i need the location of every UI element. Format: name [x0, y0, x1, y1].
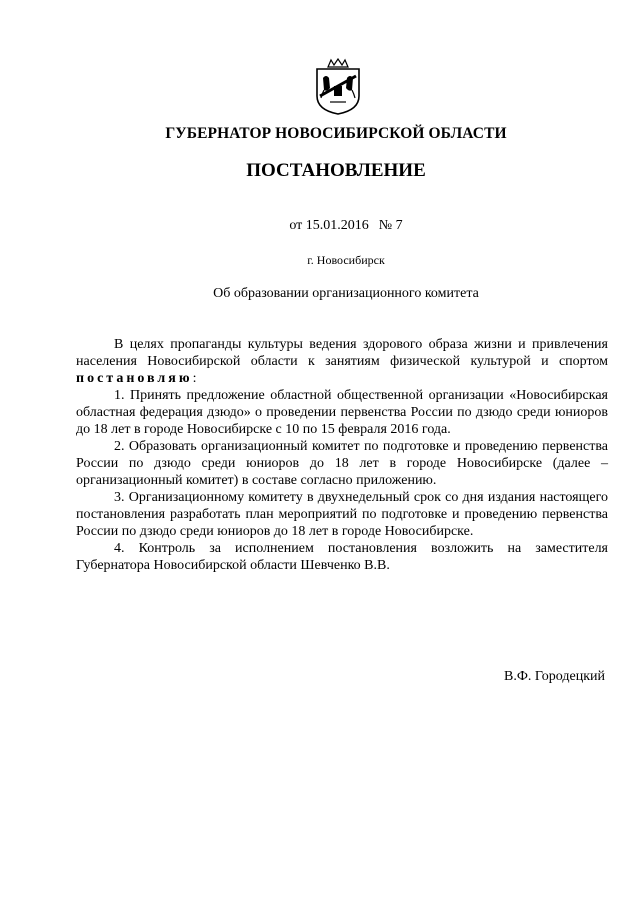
document-date-line — [26, 218, 640, 234]
document-type: ПОСТАНОВЛЕНИЕ — [246, 160, 426, 181]
decree-word: постановляю — [76, 371, 193, 386]
document-number: № 7 — [378, 218, 403, 233]
novosibirsk-coat-of-arms-icon — [314, 58, 362, 116]
signatory-name: В.Ф. Городецкий — [504, 669, 605, 684]
preamble-text: В целях пропаганды культуры ведения здорового образа жизни и привлечения населения Новосибирской области к занятиям физической культурой и спортом — [76, 337, 608, 369]
decree-punctuation: : — [192, 371, 197, 386]
decree-item: 2. Образовать организационный комитет по подготовке и проведению первенства России по дзюдо среди юниоров до 18 лет в городе Новосибирске (далее – организационный комитет) в составе согласно приложению. — [76, 439, 608, 488]
document-date: от 15.01.2016 — [289, 218, 369, 233]
document-city: г. Новосибирск — [307, 253, 385, 267]
decree-item: 1. Принять предложение областной общественной организации «Новосибирская областная федерация дзюдо» о проведении первенства России по дзюдо среди юниоров до 18 лет в городе Новосибирске с 10 по 15 февраля 2016 года. — [76, 388, 608, 437]
authority-title: ГУБЕРНАТОР НОВОСИБИРСКОЙ ОБЛАСТИ — [165, 125, 507, 142]
preamble-paragraph — [76, 336, 608, 387]
decree-item: 4. Контроль за исполнением постановления возложить на заместителя Губернатора Новосибирской области Шевченко В.В. — [76, 541, 608, 573]
document-subject: Об образовании организационного комитета — [213, 286, 479, 301]
decree-item: 3. Организационному комитету в двухнедельный срок со дня издания настоящего постановления разработать план мероприятий по подготовке и проведению первенства России по дзюдо среди юниоров до 18 лет в городе Новосибирске. — [76, 490, 608, 539]
document-body — [76, 336, 608, 574]
